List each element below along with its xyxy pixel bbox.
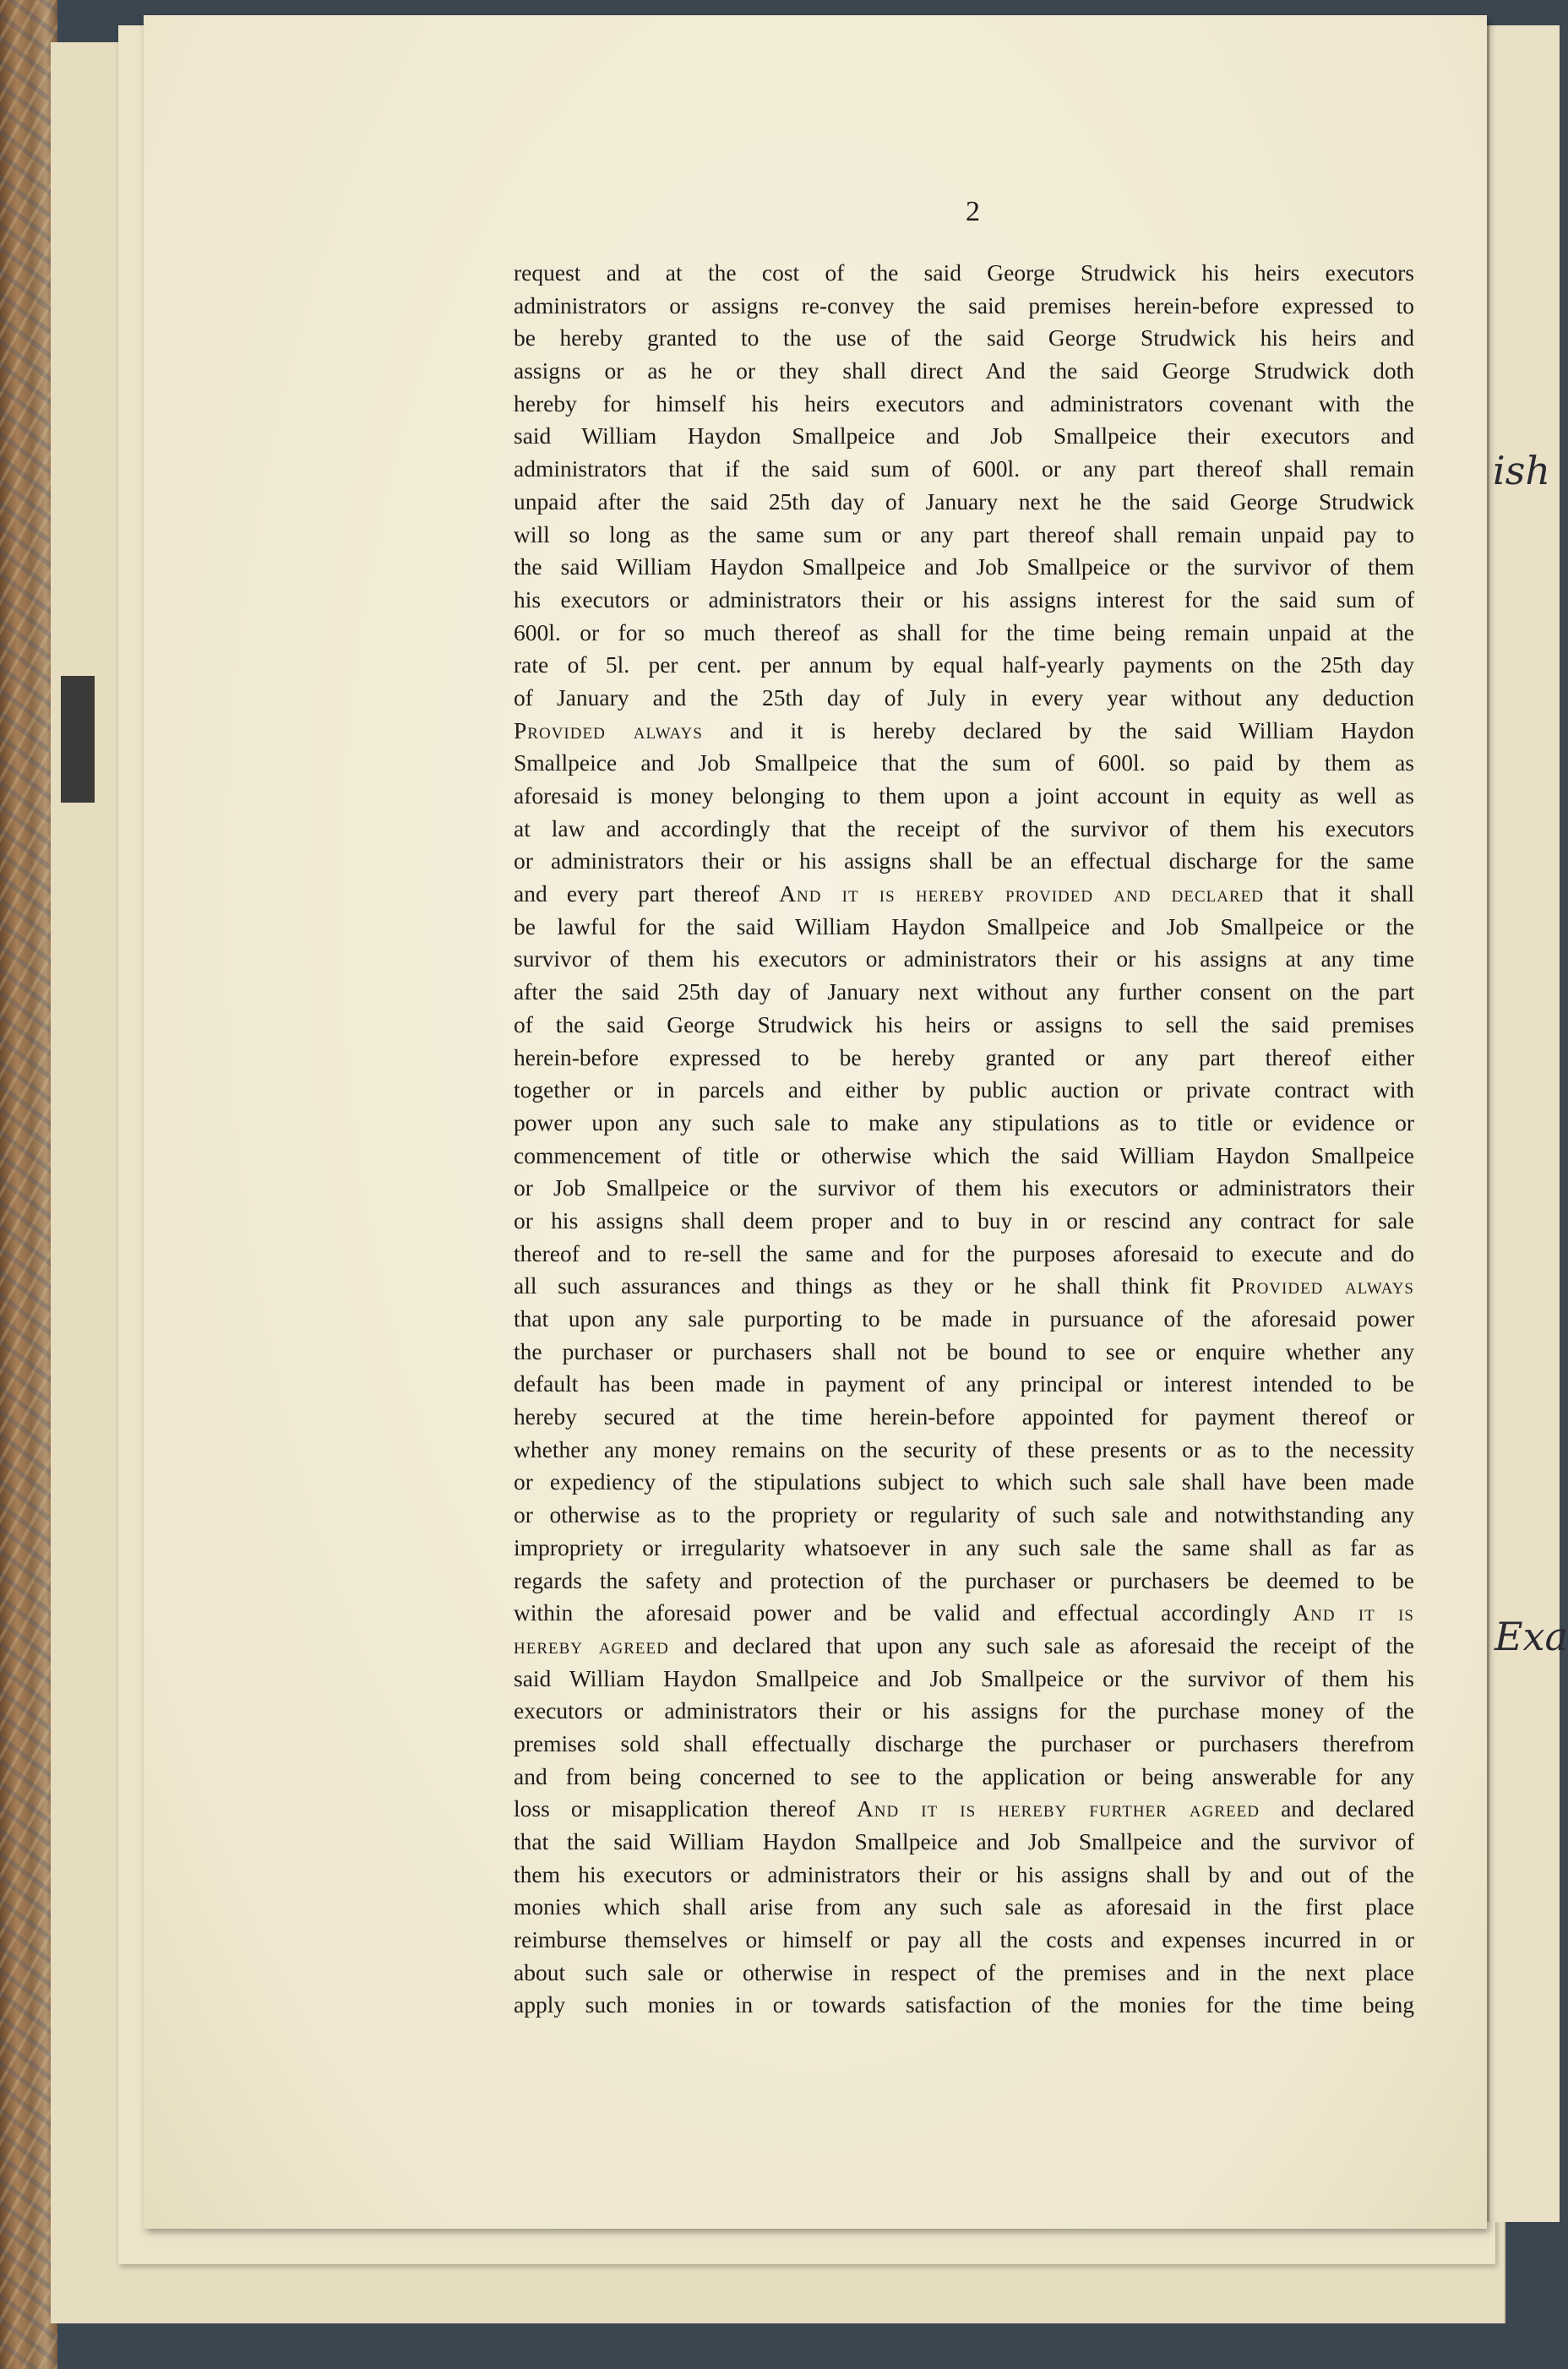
text-segment: at law and accordingly that the receipt of the survivor of them his executors <box>514 814 1414 841</box>
text-line <box>514 486 1414 519</box>
text-segment: Smallpeice and Job Smallpeice that the sum of 600l. so paid by them as <box>514 749 1414 776</box>
text-line <box>514 1793 1414 1826</box>
text-segment: and declared that upon any such sale as aforesaid the receipt of the <box>668 1631 1414 1658</box>
text-line <box>514 1957 1414 1990</box>
text-segment: administrators that if the said sum of 600l. or any part thereof shall remain <box>514 455 1414 482</box>
text-line <box>514 911 1414 944</box>
text-segment: impropriety or irregularity whatsoever in any such sale the same shall as far as <box>514 1533 1414 1560</box>
text-line <box>514 845 1414 878</box>
text-segment: after the said 25th day of January next without any further consent on the part <box>514 978 1414 1005</box>
text-segment: reimburse themselves or himself or pay all the costs and expenses incurred in or <box>514 1926 1414 1953</box>
text-segment: survivor of them his executors or administrators their or his assigns at any time <box>514 945 1414 972</box>
text-segment: premises sold shall effectually discharge the purchaser or purchasers therefrom <box>514 1729 1414 1756</box>
text-line <box>514 1270 1414 1303</box>
text-line <box>514 1074 1414 1107</box>
text-segment: together or in parcels and either by public auction or private contract with <box>514 1076 1414 1103</box>
text-segment: monies which shall arise from any such sale as aforesaid in the first place <box>514 1893 1414 1920</box>
text-segment: the said William Haydon Smallpeice and Job Smallpeice or the survivor of them <box>514 553 1414 580</box>
text-line <box>514 257 1414 290</box>
text-line <box>514 943 1414 976</box>
text-line <box>514 617 1414 650</box>
text-line <box>514 551 1414 584</box>
text-segment: the purchaser or purchasers shall not be bound to see or enquire whether any <box>514 1337 1414 1364</box>
text-segment: default has been made in payment of any principal or interest intended to be <box>514 1370 1414 1397</box>
text-line <box>514 780 1414 813</box>
text-line <box>514 1107 1414 1140</box>
body-text <box>514 257 1414 2022</box>
text-line <box>514 1532 1414 1565</box>
text-segment: or otherwise as to the propriety or regularity of such sale and notwithstanding any <box>514 1501 1414 1528</box>
text-line <box>514 1761 1414 1794</box>
text-line <box>514 1336 1414 1369</box>
text-line <box>514 1042 1414 1075</box>
text-line <box>514 1238 1414 1271</box>
text-line <box>514 1466 1414 1499</box>
text-line <box>514 1597 1414 1630</box>
text-line <box>514 1891 1414 1924</box>
text-segment: executors or administrators their or his assigns for the purchase money of the <box>514 1697 1414 1724</box>
page-number: 2 <box>966 196 980 227</box>
text-line <box>514 584 1414 617</box>
text-line <box>514 1859 1414 1892</box>
marbled-binding <box>0 0 57 2369</box>
small-caps-phrase: And it is hereby provided and declared <box>779 880 1264 907</box>
text-segment: be hereby granted to the use of the said George Strudwick his heirs and <box>514 324 1414 351</box>
text-segment: and every part thereof <box>514 880 780 907</box>
text-segment: 600l. or for so much thereof as shall for the time being remain unpaid at the <box>514 618 1414 645</box>
text-segment: apply such monies in or towards satisfaction of the monies for the time being <box>514 1991 1414 2018</box>
text-line <box>514 290 1414 323</box>
text-segment: about such sale or otherwise in respect of the premises and in the next place <box>514 1958 1414 1985</box>
text-line <box>514 322 1414 355</box>
text-line <box>514 1205 1414 1238</box>
text-segment: rate of 5l. per cent. per annum by equal half-yearly payments on the 25th day <box>514 651 1414 678</box>
text-segment: and it is hereby declared by the said William Haydon <box>702 716 1414 743</box>
text-line <box>514 1172 1414 1205</box>
text-segment: hereby for himself his heirs executors and administrators covenant with the <box>514 389 1414 417</box>
text-segment: will so long as the same sum or any part thereof shall remain unpaid pay to <box>514 520 1414 547</box>
text-line <box>514 519 1414 552</box>
text-line <box>514 976 1414 1009</box>
text-segment: within the aforesaid power and be valid and effectual accordingly <box>514 1599 1293 1626</box>
text-line <box>514 355 1414 388</box>
text-segment: loss or misapplication thereof <box>514 1795 857 1822</box>
text-line <box>514 1499 1414 1532</box>
text-segment: and declared <box>1259 1795 1414 1822</box>
margin-note: ish <box>1493 448 1550 493</box>
small-caps-phrase: And it is <box>1293 1599 1414 1626</box>
text-line <box>514 1924 1414 1957</box>
text-line <box>514 1303 1414 1336</box>
text-line <box>514 1140 1414 1173</box>
text-segment: thereof and to re-sell the same and for the purposes aforesaid to execute and do <box>514 1239 1414 1266</box>
text-line <box>514 813 1414 846</box>
text-segment: aforesaid is money belonging to them upon a joint account in equity as well as <box>514 782 1414 809</box>
text-segment: or Job Smallpeice or the survivor of them his executors or administrators their <box>514 1174 1414 1201</box>
text-line <box>514 1565 1414 1598</box>
text-segment: of the said George Strudwick his heirs or assigns to sell the said premises <box>514 1010 1414 1037</box>
text-line <box>514 1009 1414 1042</box>
text-segment: administrators or assigns re-convey the said premises herein-before expressed to <box>514 291 1414 319</box>
text-segment: request and at the cost of the said George Strudwick his heirs executors <box>514 259 1414 286</box>
text-segment: or his assigns shall deem proper and to buy in or rescind any contract for sale <box>514 1206 1414 1234</box>
text-line <box>514 1401 1414 1434</box>
text-segment: whether any money remains on the security of these presents or as to the necessity <box>514 1435 1414 1462</box>
text-segment: all such assurances and things as they or he shall think fit <box>514 1272 1232 1299</box>
text-segment: that the said William Haydon Smallpeice and Job Smallpeice and the survivor of <box>514 1828 1414 1854</box>
text-segment: hereby secured at the time herein-before appointed for payment thereof or <box>514 1403 1414 1430</box>
text-line <box>514 1630 1414 1663</box>
text-segment: that it shall <box>1263 880 1414 907</box>
text-segment: of January and the 25th day of July in every year without any deduction <box>514 683 1414 711</box>
text-line <box>514 747 1414 780</box>
text-line <box>514 1826 1414 1859</box>
text-line <box>514 388 1414 421</box>
text-segment: or administrators their or his assigns shall be an effectual discharge for the same <box>514 847 1414 874</box>
text-segment: said William Haydon Smallpeice and Job Smallpeice their executors and <box>514 422 1414 449</box>
small-caps-phrase: Provided always <box>514 716 703 743</box>
text-line <box>514 878 1414 911</box>
text-segment: commencement of title or otherwise which the said William Haydon Smallpeice <box>514 1141 1414 1168</box>
text-segment: his executors or administrators their or his assigns interest for the said sum of <box>514 585 1414 613</box>
small-caps-phrase: Provided always <box>1231 1272 1414 1299</box>
text-segment: regards the safety and protection of the purchaser or purchasers be deemed to be <box>514 1566 1414 1593</box>
text-segment: power upon any such sale to make any stipulations as to title or evidence or <box>514 1108 1414 1135</box>
small-caps-phrase: hereby agreed <box>514 1631 669 1658</box>
small-caps-phrase: And it is hereby further agreed <box>856 1795 1260 1822</box>
text-segment: said William Haydon Smallpeice and Job Smallpeice or the survivor of them his <box>514 1664 1414 1691</box>
text-line <box>514 1728 1414 1761</box>
text-segment: that upon any sale purporting to be made in pursuance of the aforesaid power <box>514 1305 1414 1332</box>
text-line <box>514 1695 1414 1728</box>
text-line <box>514 715 1414 748</box>
adjacent-page <box>1487 25 1568 2222</box>
text-segment: and from being concerned to see to the application or being answerable for any <box>514 1762 1414 1789</box>
text-segment: herein-before expressed to be hereby granted or any part thereof either <box>514 1043 1414 1070</box>
text-line <box>514 1663 1414 1696</box>
text-segment: them his executors or administrators their or his assigns shall by and out of the <box>514 1860 1414 1887</box>
binding-tab <box>61 676 95 803</box>
text-segment: assigns or as he or they shall direct And the said George Strudwick doth <box>514 357 1414 384</box>
text-line <box>514 649 1414 682</box>
text-line <box>514 682 1414 715</box>
text-line <box>514 420 1414 453</box>
text-line <box>514 453 1414 486</box>
text-line <box>514 1368 1414 1401</box>
text-line <box>514 1989 1414 2022</box>
text-line <box>514 1434 1414 1467</box>
text-segment: unpaid after the said 25th day of January next he the said George Strudwick <box>514 487 1414 515</box>
text-segment: be lawful for the said William Haydon Smallpeice and Job Smallpeice or the <box>514 912 1414 939</box>
margin-note: Exa <box>1494 1614 1568 1659</box>
text-segment: or expediency of the stipulations subject to which such sale shall have been made <box>514 1468 1414 1495</box>
